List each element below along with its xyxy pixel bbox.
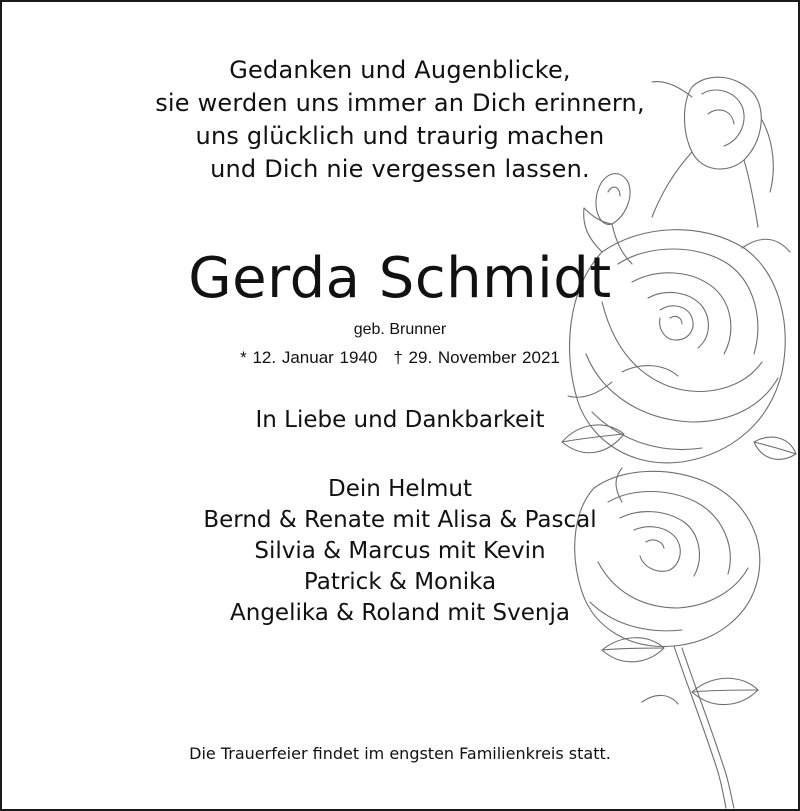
poem-line: sie werden uns immer an Dich erinnern, bbox=[155, 89, 645, 117]
death-date: † 29. November 2021 bbox=[393, 348, 560, 367]
life-dates bbox=[2, 347, 798, 369]
rose-stem-lower bbox=[602, 638, 758, 808]
deceased-name: Gerda Schmidt bbox=[188, 246, 612, 311]
mourners-list bbox=[2, 474, 798, 629]
memorial-poem bbox=[2, 54, 798, 186]
thanks-line: In Liebe und Dankbarkeit bbox=[255, 407, 545, 433]
mourner-entry: Angelika & Roland mit Svenja bbox=[230, 600, 570, 626]
mourner-entry: Dein Helmut bbox=[328, 476, 472, 502]
maiden-name: geb. Brunner bbox=[353, 321, 447, 338]
mourner-entry: Bernd & Renate mit Alisa & Pascal bbox=[203, 507, 597, 533]
mourner-entry: Silvia & Marcus mit Kevin bbox=[254, 538, 546, 564]
mourner-entry: Patrick & Monika bbox=[303, 569, 497, 595]
poem-line: uns glücklich und traurig machen bbox=[195, 122, 605, 150]
poem-line: Gedanken und Augenblicke, bbox=[229, 56, 571, 84]
ceremony-note: Die Trauerfeier findet im engsten Familienkreis statt. bbox=[189, 744, 611, 763]
birth-date: * 12. Januar 1940 bbox=[240, 348, 378, 367]
poem-line: und Dich nie vergessen lassen. bbox=[210, 155, 590, 183]
